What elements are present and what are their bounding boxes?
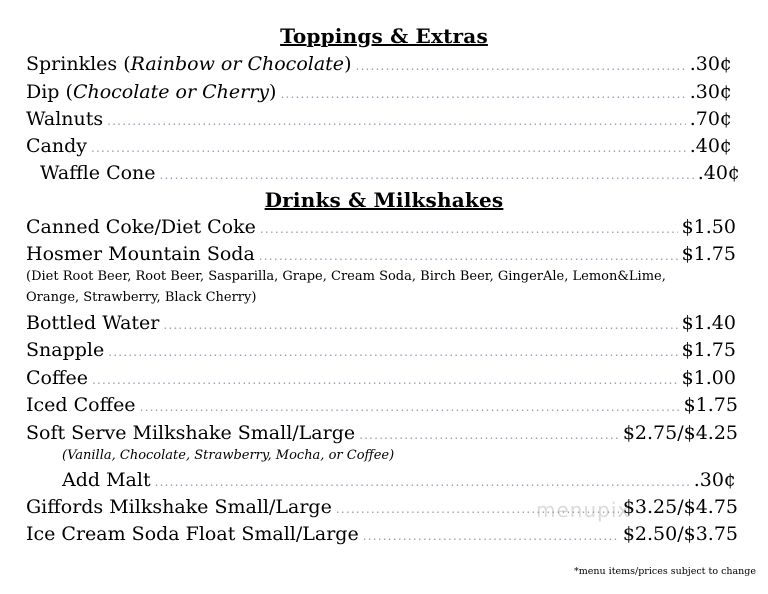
menu-item-waffle-cone bbox=[40, 162, 740, 184]
item-name: Add Malt bbox=[62, 469, 151, 491]
menu-item-walnuts bbox=[26, 108, 732, 130]
item-price: $1.00 bbox=[681, 367, 736, 389]
item-price: $2.50/$3.75 bbox=[622, 523, 738, 545]
menu-item-add-malt bbox=[62, 469, 736, 491]
item-price: $1.75 bbox=[683, 394, 738, 416]
item-price: $3.25/$4.75 bbox=[622, 496, 738, 518]
item-name: Ice Cream Soda Float Small/Large bbox=[26, 523, 359, 545]
watermark-logo: menupix bbox=[536, 498, 631, 522]
menu-item-giffords-milkshake bbox=[26, 496, 738, 518]
item-name: Candy bbox=[26, 135, 87, 157]
item-name-italic: Chocolate or Cherry bbox=[72, 81, 270, 103]
drinks-title: Drinks & Milkshakes bbox=[264, 188, 504, 212]
dot-leader bbox=[260, 222, 678, 236]
dot-leader bbox=[259, 249, 678, 263]
toppings-title: Toppings & Extras bbox=[280, 24, 488, 48]
item-name: Walnuts bbox=[26, 108, 104, 130]
menu-item-hosmer-soda bbox=[26, 243, 736, 265]
item-price: .40¢ bbox=[697, 162, 740, 184]
item-name: Canned Coke/Diet Coke bbox=[26, 216, 256, 238]
menu-item-dip bbox=[26, 81, 732, 103]
menu-item-coffee bbox=[26, 367, 736, 389]
item-name-end: ) bbox=[344, 53, 352, 75]
item-name: Waffle Cone bbox=[40, 162, 156, 184]
item-name: Soft Serve Milkshake Small/Large bbox=[26, 422, 356, 444]
item-name: Dip ( bbox=[26, 81, 73, 103]
item-name: Coffee bbox=[26, 367, 88, 389]
dot-leader bbox=[359, 428, 619, 442]
dot-leader bbox=[91, 141, 686, 155]
item-price: .30¢ bbox=[689, 81, 732, 103]
item-price: .70¢ bbox=[689, 108, 732, 130]
item-price: $2.75/$4.25 bbox=[622, 422, 738, 444]
item-name-end: ) bbox=[269, 81, 277, 103]
soda-flavors-note-line1: (Diet Root Beer, Root Beer, Sasparilla, Grape, Cream Soda, Birch Beer, GingerAle, Lemon&Lime, bbox=[26, 269, 666, 284]
item-name: Sprinkles ( bbox=[26, 53, 131, 75]
dot-leader bbox=[280, 87, 685, 101]
dot-leader bbox=[363, 529, 619, 543]
item-price: .30¢ bbox=[689, 53, 732, 75]
item-name: Bottled Water bbox=[26, 312, 160, 334]
price-disclaimer: *menu items/prices subject to change bbox=[574, 566, 756, 577]
item-price: $1.40 bbox=[681, 312, 736, 334]
item-price: $1.75 bbox=[681, 243, 736, 265]
menu-item-canned-coke bbox=[26, 216, 736, 238]
milkshake-flavors-note: (Vanilla, Chocolate, Strawberry, Mocha, or Coffee) bbox=[62, 448, 395, 463]
menu-item-snapple bbox=[26, 339, 736, 361]
soda-flavors-note-line2: Orange, Strawberry, Black Cherry) bbox=[26, 290, 257, 305]
dot-leader bbox=[107, 114, 686, 128]
item-price: .40¢ bbox=[689, 135, 732, 157]
item-name: Iced Coffee bbox=[26, 394, 136, 416]
item-price: $1.75 bbox=[681, 339, 736, 361]
item-name-italic: Rainbow or Chocolate bbox=[130, 53, 345, 75]
menu-item-iced-coffee bbox=[26, 394, 738, 416]
menu-item-sprinkles bbox=[26, 53, 732, 75]
item-price: $1.50 bbox=[681, 216, 736, 238]
item-name: Giffords Milkshake Small/Large bbox=[26, 496, 332, 518]
dot-leader bbox=[355, 59, 685, 73]
dot-leader bbox=[160, 168, 694, 182]
menu-item-soft-serve-milkshake bbox=[26, 422, 738, 444]
menu-item-ice-cream-soda-float bbox=[26, 523, 738, 545]
dot-leader bbox=[155, 475, 690, 489]
dot-leader bbox=[108, 345, 677, 359]
dot-leader bbox=[163, 318, 677, 332]
dot-leader bbox=[140, 400, 680, 414]
menu-item-candy bbox=[26, 135, 732, 157]
item-price: .30¢ bbox=[693, 469, 736, 491]
item-name: Snapple bbox=[26, 339, 105, 361]
dot-leader bbox=[92, 373, 678, 387]
menu-item-bottled-water bbox=[26, 312, 736, 334]
item-name: Hosmer Mountain Soda bbox=[26, 243, 255, 265]
